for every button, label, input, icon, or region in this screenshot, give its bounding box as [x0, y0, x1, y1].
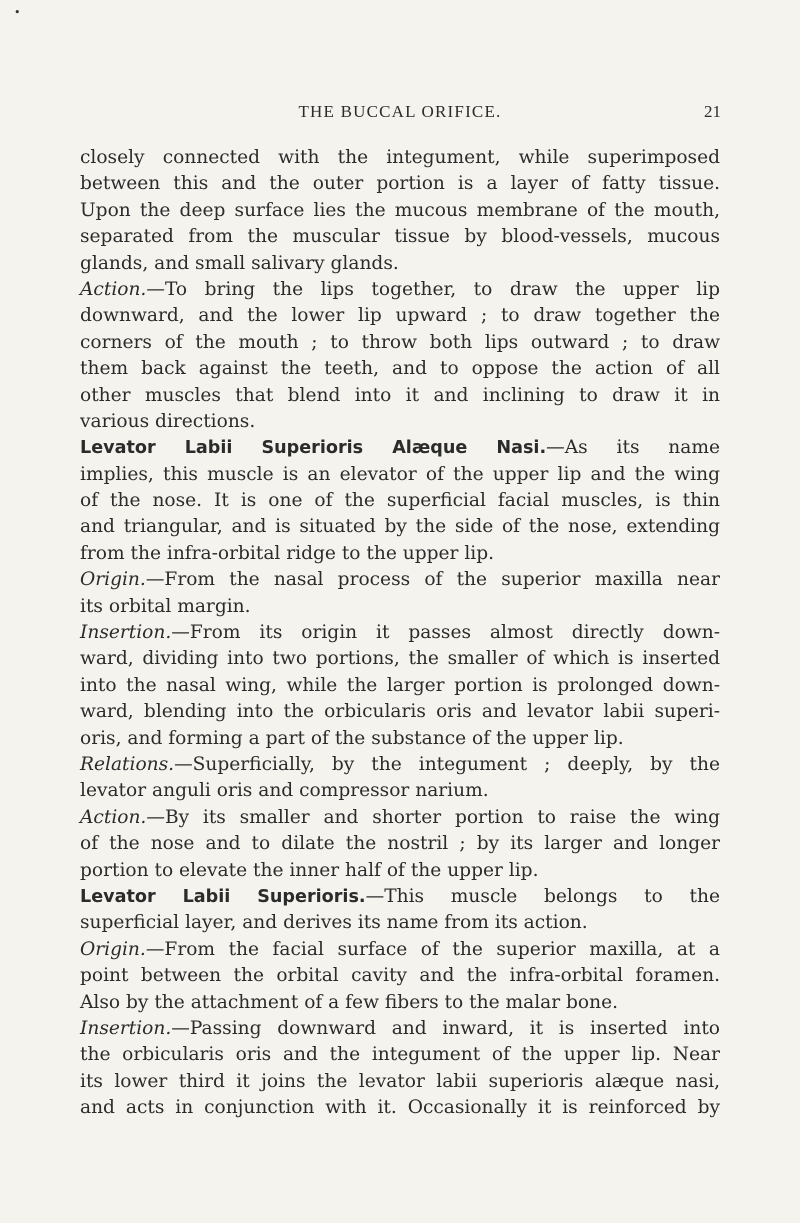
text-line: [80, 1069, 720, 1095]
text-run: —Superficially, by the integument ; deeply, by the: [174, 753, 720, 775]
text-run: —To bring the lips together, to draw the upper lip: [146, 278, 720, 300]
text-run: ward, blending into the orbicularis oris and levator labii superi-: [80, 701, 720, 723]
text-line: [80, 356, 720, 382]
text-run: corners of the mouth ; to throw both lips outward ; to draw: [80, 331, 720, 353]
text-run: Also by the attachment of a few fibers to the malar bone.: [80, 991, 619, 1013]
text-line: [80, 171, 720, 197]
text-line: [80, 462, 720, 488]
text-run: and acts in conjunction with it. Occasionally it is reinforced by: [80, 1097, 720, 1119]
text-line: [80, 541, 720, 567]
text-run: its orbital margin.: [80, 595, 251, 617]
subsection-label: Relations.: [80, 753, 175, 775]
subsection-label: Origin.: [80, 938, 146, 960]
subsection-label: Action.: [80, 278, 147, 300]
subsection-label: Action.: [80, 806, 147, 828]
text-line: [80, 620, 720, 646]
text-line: [80, 383, 720, 409]
text-run: its lower third it joins the levator labii superioris alæque nasi,: [80, 1070, 720, 1092]
text-run: —From its origin it passes almost directly down-: [171, 622, 720, 644]
text-line: [80, 224, 720, 250]
text-line: [80, 198, 720, 224]
text-line: [80, 488, 720, 514]
subsection-label: Insertion.: [80, 1017, 172, 1039]
text-run: —By its smaller and shorter portion to raise the wing: [146, 806, 720, 828]
text-run: glands, and small salivary glands.: [80, 252, 399, 274]
text-line: [80, 884, 720, 910]
text-run: superficial layer, and derives its name from its action.: [80, 912, 588, 934]
text-run: of the nose. It is one of the superficial facial muscles, is thin: [80, 490, 720, 512]
top-margin-mark: •: [14, 6, 21, 19]
text-run: separated from the muscular tissue by blood-vessels, mucous: [80, 226, 720, 248]
subsection-label: Insertion.: [80, 622, 172, 644]
text-line: [80, 831, 720, 857]
text-line: [80, 699, 720, 725]
text-line: [80, 514, 720, 540]
subsection-label: Origin.: [80, 569, 146, 591]
text-line: [80, 1095, 720, 1121]
text-run: —From the nasal process of the superior maxilla near: [145, 569, 720, 591]
text-run: oris, and forming a part of the substance of the upper lip.: [80, 727, 624, 749]
text-line: [80, 673, 720, 699]
text-run: various directions.: [80, 410, 256, 432]
section-heading: Levator Labii Superioris Alæque Nasi.: [80, 438, 547, 459]
text-line: [80, 251, 720, 277]
text-line: [80, 277, 720, 303]
text-line: [80, 937, 720, 963]
text-run: point between the orbital cavity and the infra-orbital foramen.: [80, 965, 720, 987]
text-run: other muscles that blend into it and inclining to draw it in: [80, 384, 720, 406]
running-head-title: THE BUCCAL ORIFICE.: [298, 102, 502, 121]
text-line: [80, 594, 720, 620]
text-run: them back against the teeth, and to oppose the action of all: [80, 358, 720, 380]
page-number: 21: [704, 102, 721, 121]
text-run: —This muscle belongs to the: [365, 885, 721, 907]
section-heading: Levator Labii Superioris.: [80, 886, 366, 907]
text-run: downward, and the lower lip upward ; to draw together the: [80, 305, 720, 327]
text-line: [80, 145, 720, 171]
text-line: [80, 409, 720, 435]
text-line: [80, 752, 720, 778]
text-line: [80, 1042, 720, 1068]
text-run: into the nasal wing, while the larger portion is prolonged down-: [80, 674, 720, 696]
text-run: of the nose and to dilate the nostril ; by its larger and longer: [80, 833, 720, 855]
text-line: [80, 435, 720, 461]
text-line: [80, 963, 720, 989]
text-run: closely connected with the integument, while superimposed: [80, 147, 720, 168]
text-run: and triangular, and is situated by the side of the nose, extending: [80, 516, 720, 538]
text-run: between this and the outer portion is a layer of fatty tissue.: [80, 173, 720, 195]
text-run: implies, this muscle is an elevator of the upper lip and the wing: [80, 463, 720, 485]
text-run: from the infra-orbital ridge to the upper lip.: [80, 542, 495, 564]
text-run: Upon the deep surface lies the mucous membrane of the mouth,: [80, 199, 720, 221]
text-line: [80, 726, 720, 752]
text-line: [80, 910, 720, 936]
text-run: —As its name: [546, 437, 720, 459]
text-line: [80, 330, 720, 356]
text-line: [80, 567, 720, 593]
text-line: [80, 990, 720, 1016]
text-run: ward, dividing into two portions, the smaller of which is inserted: [80, 648, 720, 670]
text-line: [80, 646, 720, 672]
text-line: [80, 805, 720, 831]
text-run: levator anguli oris and compressor narium.: [80, 780, 489, 802]
text-run: portion to elevate the inner half of the upper lip.: [80, 859, 539, 881]
running-head: [0, 102, 800, 126]
text-line: [80, 303, 720, 329]
text-line: [80, 1016, 720, 1042]
body-text: [80, 145, 720, 1121]
text-line: [80, 858, 720, 884]
text-run: the orbicularis oris and the integument of the upper lip. Near: [80, 1044, 720, 1066]
text-run: —From the facial surface of the superior maxilla, at a: [145, 938, 720, 960]
text-run: —Passing downward and inward, it is inserted into: [171, 1017, 720, 1039]
text-line: [80, 778, 720, 804]
